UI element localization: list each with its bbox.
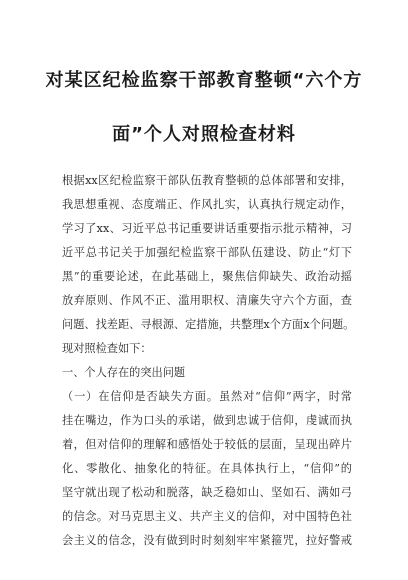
body-line: 坚守就出现了松动和脱落，缺乏稳如山、坚如石、满如弓 [62,486,352,499]
body-line: 黑”的重要论述，在此基础上，聚焦信仰缺失、政治动摇 [62,270,352,283]
document-title-line-1: 对某区纪检监察干部教育整顿“六个方 [45,70,363,91]
body-line: 挂在嘴边，作为口头的承诺，做到忠诚于信仰，虔诚而执 [62,414,352,427]
body-line: 着，但对信仰的理解和感悟处于较低的层面，呈现出碎片 [62,438,352,451]
body-line: 化、零散化、抽象化的特征。在具体执行上，“信仰”的 [62,462,352,475]
body-line: （一）在信仰是否缺失方面。虽然对“信仰”两字，时常 [62,390,352,403]
body-line: 学习了xx、习近平总书记重要讲话重要指示批示精神，习 [62,222,352,235]
body-line: 会主义的信念，没有做到时时刻刻牢牢紧箍咒，拉好警戒 [62,534,352,547]
body-line: 根据xx区纪检监察干部队伍教育整顿的总体部署和安排， [62,174,352,187]
body-line: 问题、找差距、寻根源、定措施，共整理x个方面x个问题。 [62,318,355,331]
body-line: 的信念。对马克思主义、共产主义的信仰，对中国特色社 [62,510,352,523]
section-heading: 一、个人存在的突出问题 [62,366,186,379]
body-line: 现对照检查如下： [62,342,152,355]
body-line: 近平总书记关于加强纪检监察干部队伍建设、防止“灯下 [62,246,352,259]
body-line: 放弃原则、作风不正、滥用职权、清廉失守六个方面，查 [62,294,352,307]
document-title-line-2: 面”个人对照检查材料 [112,124,296,145]
body-line: 我思想重视、态度端正、作风扎实，认真执行规定动作， [62,198,352,211]
